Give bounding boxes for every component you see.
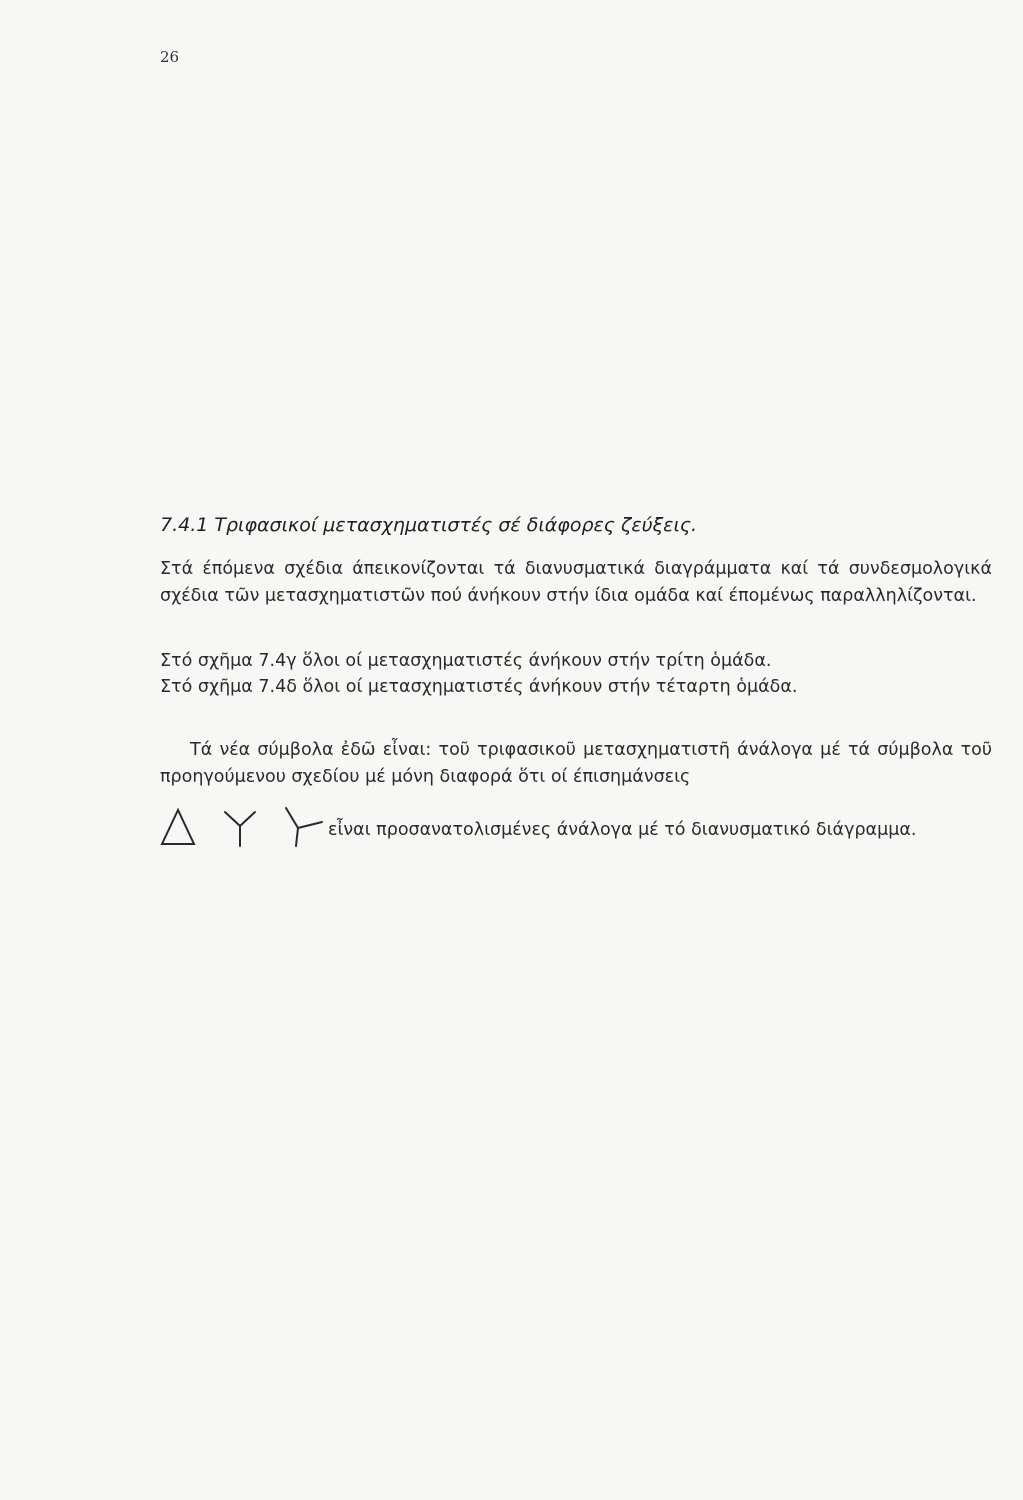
rotated-wye-icon — [282, 806, 326, 848]
fig-delta-paragraph: Στό σχῆμα 7.4δ ὅλοι οί μετασχηματιστές άνήκουν στήν τέταρτη ὁμάδα. — [160, 677, 798, 697]
intro-paragraph: Στά έπόμενα σχέδια άπεικονίζονται τά διανυσματικά διαγράμματα καί τά συνδεσμολογικά σχέδια τῶν μετασχηματιστῶν πού άνήκουν στήν ίδια ομάδα καί έπομένως παραλληλίζονται. — [160, 559, 992, 606]
page-number: 26 — [160, 48, 180, 66]
delta-icon — [160, 806, 196, 848]
symbols-tail-text: εἶναι προσανατολισμένες άνάλογα μέ τό διανυσματικό διάγραμμα. — [328, 820, 917, 840]
symbols-line — [160, 806, 1010, 852]
new-symbols-paragraph: Τά νέα σύμβολα ἐδῶ εἶναι: τοῦ τριφασικοῦ μετασχηματιστῆ άνάλογα μέ τά σύμβολα τοῦ προηγούμενου σχεδίου μέ μόνη διαφορά ὅτι οί έπισημάνσεις — [160, 740, 992, 787]
fig-gamma-paragraph: Στό σχῆμα 7.4γ ὅλοι οί μετασχηματιστές άνήκουν στήν τρίτη ὁμάδα. — [160, 651, 772, 671]
wye-icon — [222, 806, 258, 848]
section-heading: 7.4.1 Τριφασικοί μετασχηματιστές σέ διάφορες ζεύξεις. — [160, 514, 698, 536]
